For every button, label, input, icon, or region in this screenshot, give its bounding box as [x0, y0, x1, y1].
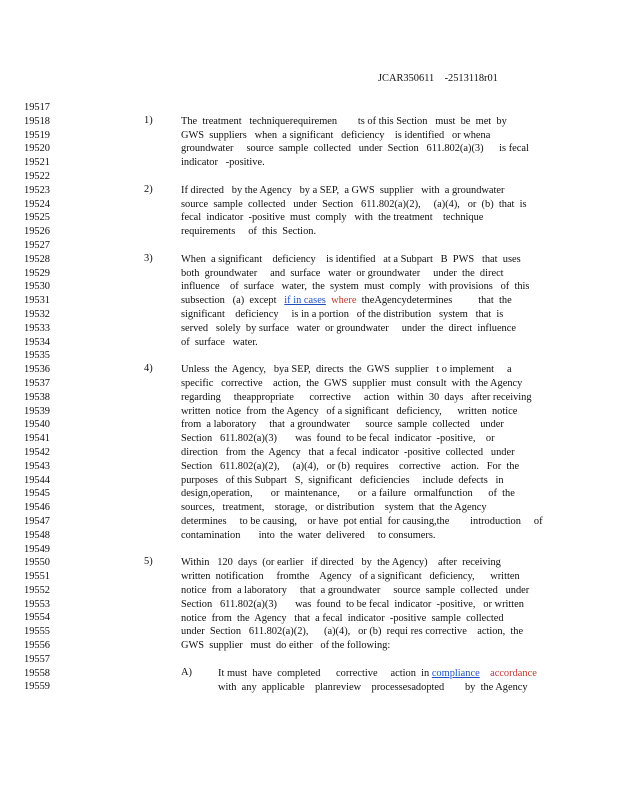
text-line: Section 611.802(a)(2), (a)(4), or (b) requires corrective action. For the [181, 460, 520, 472]
line-number: 19524 [24, 198, 50, 210]
text-segment: It must have completed corrective action in [218, 667, 432, 679]
line-number: 19540 [24, 419, 50, 431]
line-number: 19539 [24, 405, 50, 417]
line-number: 19536 [24, 364, 50, 376]
text-segment: theAgencydetermines that the [356, 295, 512, 307]
line-number: 19521 [24, 157, 50, 169]
line-number: 19527 [24, 239, 50, 251]
paragraph-4-text [181, 363, 541, 542]
line-number: 19523 [24, 184, 50, 196]
line-number-column [24, 101, 50, 694]
line-number: 19543 [24, 460, 50, 472]
paragraph-5-label: 5) [144, 556, 153, 568]
subitem-a-label: A) [181, 666, 192, 678]
text-line: source sample collected under Section 611.802(a)(2), (a)(4), or (b) that is [181, 198, 527, 210]
deleted-text: where [331, 295, 357, 307]
text-line: direction from the Agency that a fecal indicator -positive collected under [181, 446, 515, 458]
line-number: 19518 [24, 115, 50, 127]
line-number: 19559 [24, 681, 50, 693]
paragraph-2-label: 2) [144, 183, 153, 195]
text-line: specific corrective action, the GWS supplier must consult with the Agency [181, 377, 523, 389]
line-number: 19532 [24, 308, 50, 320]
line-number: 19534 [24, 336, 50, 348]
text-line: GWS suppliers when a significant deficiency is identified or whena [181, 129, 491, 141]
paragraph-4-label: 4) [144, 363, 153, 375]
text-line: influence of surface water, the system must comply with provisions of this [181, 281, 530, 293]
text-line: Within 120 days (or earlier if directed by the Agency) after receiving [181, 557, 501, 569]
text-line: under Section 611.802(a)(2), (a)(4), or (b) requi res corrective action, the [181, 626, 524, 638]
paragraph-1-text [181, 115, 541, 170]
text-line: Section 611.802(a)(3) was found to be fecal indicator -positive, or [181, 433, 495, 445]
line-number: 19558 [24, 667, 50, 679]
text-line: fecal indicator -positive must comply with the treatment technique [181, 212, 484, 224]
line-number: 19530 [24, 281, 50, 293]
line-number: 19556 [24, 640, 50, 652]
text-line-with-revision [181, 294, 541, 308]
line-number: 19552 [24, 584, 50, 596]
line-number: 19531 [24, 295, 50, 307]
line-number: 19545 [24, 488, 50, 500]
text-segment [480, 668, 490, 679]
text-line: contamination into the water delivered to consumers. [181, 529, 436, 541]
line-number: 19555 [24, 626, 50, 638]
line-number: 19547 [24, 515, 50, 527]
text-line: indicator -positive. [181, 157, 265, 169]
line-number: 19517 [24, 102, 50, 113]
line-number: 19554 [24, 612, 50, 624]
text-line: If directed by the Agency by a SEP, a GWS supplier with a groundwater [181, 184, 505, 196]
text-line: Unless the Agency, bya SEP, directs the GWS supplier t o implement a [181, 364, 512, 376]
inserted-text: compliance [431, 667, 480, 679]
line-number: 19525 [24, 212, 50, 224]
subitem-a-text [218, 667, 538, 695]
text-line: served solely by surface water or groundwater under the direct influence [181, 322, 516, 334]
text-line: written notice from the Agency of a significant deficiency, written notice [181, 405, 518, 417]
line-number: 19529 [24, 267, 50, 279]
text-line: both groundwater and surface water or groundwater under the direct [181, 267, 504, 279]
line-number: 19522 [24, 170, 50, 182]
text-line: regarding theappropriate corrective action within 30 days after receiving [181, 391, 532, 403]
text-line: requirements of this Section. [181, 226, 317, 238]
line-number: 19528 [24, 253, 50, 265]
line-number: 19549 [24, 543, 50, 555]
text-line: determines to be causing, or have pot ential for causing,the introduction of [181, 515, 543, 527]
line-number: 19535 [24, 350, 50, 362]
deleted-text: accordance [490, 667, 537, 679]
line-number: 19551 [24, 571, 50, 583]
paragraph-1-label: 1) [144, 114, 153, 126]
text-line: notice from the Agency that a fecal indicator -positive sample collected [181, 612, 504, 624]
line-number: 19550 [24, 557, 50, 569]
inserted-text: if in cases [284, 295, 326, 307]
text-line: groundwater source sample collected under Section 611.802(a)(3) is fecal [181, 143, 529, 155]
text-line: When a significant deficiency is identified at a Subpart B PWS that uses [181, 253, 521, 265]
text-line: design,operation, or maintenance, or a failure ormalfunction of the [181, 488, 515, 500]
text-line: with any applicable planreview processesadopted by the Agency [218, 681, 528, 693]
text-line: GWS supplier must do either of the following: [181, 640, 391, 652]
line-number: 19520 [24, 143, 50, 155]
line-number: 19533 [24, 322, 50, 334]
text-line: from a laboratory that a groundwater source sample collected under [181, 419, 504, 431]
document-header: JCAR350611 -2513118r01 [378, 73, 498, 84]
text-segment: subsection (a) except [181, 295, 285, 307]
line-number: 19553 [24, 598, 50, 610]
line-number: 19544 [24, 474, 50, 486]
text-line: significant deficiency is in a portion of the distribution system that is [181, 308, 504, 320]
line-number: 19557 [24, 653, 50, 665]
paragraph-3-label: 3) [144, 252, 153, 264]
line-number: 19526 [24, 226, 50, 238]
paragraph-5-text [181, 556, 541, 653]
text-line: purposes of this Subpart S, significant deficiencies include defects in [181, 474, 504, 486]
text-line: The treatment techniquerequiremen ts of this Section must be met by [181, 115, 507, 127]
line-number: 19548 [24, 529, 50, 541]
line-number: 19542 [24, 446, 50, 458]
line-number: 19541 [24, 433, 50, 445]
text-line-with-revision [218, 667, 538, 681]
line-number: 19537 [24, 377, 50, 389]
line-number: 19546 [24, 502, 50, 514]
line-number: 19519 [24, 129, 50, 141]
paragraph-2-text [181, 184, 541, 239]
line-number: 19538 [24, 391, 50, 403]
text-line: Section 611.802(a)(3) was found to be fecal indicator -positive, or written [181, 598, 524, 610]
paragraph-3-text [181, 253, 541, 350]
text-line: notice from a laboratory that a groundwater source sample collected under [181, 584, 530, 596]
text-line: of surface water. [181, 336, 258, 348]
text-line: sources, treatment, storage, or distribution system that the Agency [181, 502, 487, 514]
text-line: written notification fromthe Agency of a significant deficiency, written [181, 571, 520, 583]
